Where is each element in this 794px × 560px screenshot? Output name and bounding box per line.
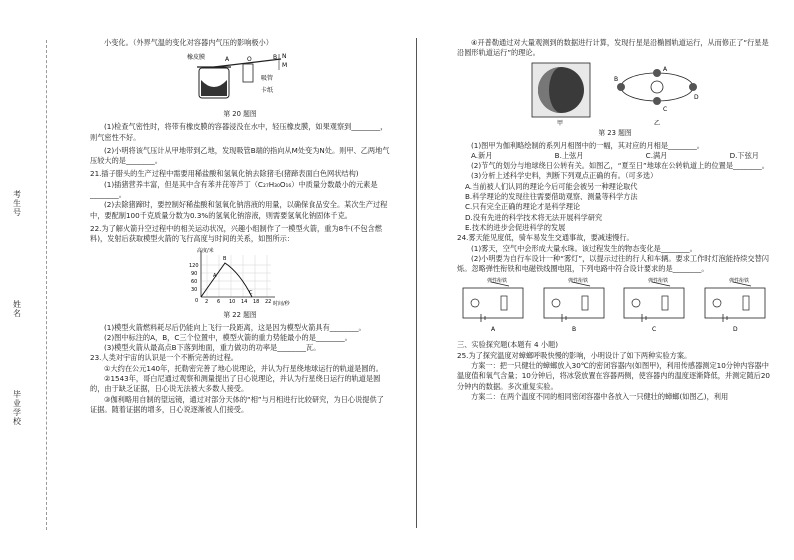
school-label: 毕业学校 xyxy=(13,390,21,426)
q23-history-2: ②1543年，哥白尼通过观察和测量提出了日心说理论，并认为行星绕日运行的轨道是圆的，由于缺乏证据，日心说无法被大多数人接受。 xyxy=(90,374,381,394)
fig23-caption: 第 23 题图 xyxy=(598,128,632,137)
chart-ytick-0: 0 xyxy=(195,297,199,304)
q23-part3-option-a: A.当前被人们认同的理论今后可能会被另一种理论取代 xyxy=(465,181,638,191)
circuit-c xyxy=(618,276,692,332)
circuit-a-label: A xyxy=(491,326,496,333)
chart-point-a: A xyxy=(213,272,217,279)
fig20-label-straw: 吸管 xyxy=(261,75,274,83)
chart-xtick-14: 14 xyxy=(241,298,248,305)
q23-option-b: B.上弦月 xyxy=(554,150,584,160)
q23-part3: (3)分析上述科学史料，判断下列观点正确的有。（可多选） xyxy=(471,171,658,181)
circuit-c-label: C xyxy=(652,326,657,333)
fig20-label-card: 卡纸 xyxy=(261,87,274,95)
binding-dashed-line xyxy=(46,40,47,530)
school-field xyxy=(12,390,22,426)
q23-part3-option-b: B.科学理论的发现往往需要借助观察、测量等科学方法 xyxy=(465,192,638,202)
figure-23 xyxy=(457,61,773,127)
figure-22 xyxy=(90,247,390,309)
chart-xtick-6: 6 xyxy=(217,298,221,305)
q23-history-3: ③伽利略用自制的望远镜，通过对部分天体的“相”与月相进行比较研究，为日心说提供了证据。随着证据的增多，日心说逐渐被人们接受。 xyxy=(90,394,384,414)
height-time-chart xyxy=(185,247,295,309)
name-label: 姓名 xyxy=(13,300,21,318)
circuit-a-armature-label: 弹性衔铁 xyxy=(487,278,508,285)
barometer-diagram xyxy=(185,50,295,108)
q24-stem: 24.雾天能见度低，骑车易发生交通事故，要减速慢行。 xyxy=(457,233,634,243)
chart-xtick-22: 22 xyxy=(265,298,272,305)
q25-stem: 25.为了探究温度对蟑螂呼吸快慢的影响，小明设计了如下两种实验方案。 xyxy=(457,350,692,360)
q23-stem: 23.人类对宇宙的认识是一个不断完善的过程。 xyxy=(90,353,238,363)
orbit-label-d: D xyxy=(694,93,699,101)
chart-point-c: C xyxy=(249,289,253,296)
q24-part2: (2)小明要为自行车设计一种“雾灯”，以提示过往的行人和车辆。要求工作时灯泡能持续交替闪烁。忽略弹性衔铁和电磁铁线圈电阻，下列电路中符合设计要求的是________。 xyxy=(457,253,769,274)
q23-part3-option-e: E.技术的进步会促进科学的发展 xyxy=(465,222,566,232)
fig20-label-a: A xyxy=(225,56,230,64)
exam-number-field xyxy=(12,190,22,217)
chart-ytick-90: 90 xyxy=(191,270,198,277)
q23-part1: (1)图甲为伽利略绘制的系列月相图中的一幅，其对应的月相是________。 xyxy=(471,140,704,150)
left-column xyxy=(90,38,390,415)
q23-part2: (2)节气的划分与地球绕日公转有关。如图乙，“夏至日”地球在公转轨道上的位置是________。 xyxy=(471,161,769,171)
fig22-caption: 第 22 题图 xyxy=(223,310,257,319)
exam-number-label: 考生号 xyxy=(13,190,21,217)
orbit-label-a: A xyxy=(663,65,668,73)
circuit-b-label: B xyxy=(571,326,576,333)
moon-phase-image xyxy=(530,61,592,127)
fig20-label-b: B xyxy=(273,54,278,62)
fig23-label-jia: 甲 xyxy=(557,119,564,127)
chart-point-b: B xyxy=(223,255,227,262)
q23-part3-option-c: C.只有完全正确的理论才是科学理论 xyxy=(465,202,581,212)
fig20-label-n: N xyxy=(282,53,287,61)
q23-option-d: D.下弦月 xyxy=(729,150,759,160)
chart-ylabel: 高度/米 xyxy=(197,247,214,254)
chart-xtick-18: 18 xyxy=(253,298,260,305)
q22-part3: (3)模型火箭从最高点B下落到地面，重力做功的功率是________瓦。 xyxy=(104,343,321,353)
fig20-label-membrane: 橡皮膜 xyxy=(187,54,206,62)
q25-plan2: 方案二：在两个温度不同的相同密闭容器中各放入一只健壮的蟑螂(如图乙)，利用 xyxy=(471,391,729,401)
chart-ytick-60: 60 xyxy=(191,278,198,285)
q22-stem: 22.为了解火箭升空过程中的相关运动状况，兴趣小组制作了一模型火箭，重为8牛(不包含燃料)，发射后获取模型火箭的飞行高度与时间的关系，如图所示： xyxy=(90,223,382,244)
q23-history-4: ④开普勒通过对大量观测到的数据进行计算，发现行星是沿椭圆轨道运行，从而修正了“行星是沿圆形轨道运行”的理论。 xyxy=(457,38,769,58)
chart-xlabel: 时间/秒 xyxy=(273,300,290,307)
q21-stem: 21.插子腊头的生产过程中需要用稀盐酸和氢氧化钠去除猪毛(猪蹄表面白色网状结构) xyxy=(90,169,359,179)
q25-plan1: 方案一：把一只健壮的蟑螂放入30℃的密闭容器内(如图甲)，利用传感器测定10分钟内容器中温度值和氧气含量；10分钟后，将冰袋放置在容器两侧，使容器内的温度逐渐降低，并测定随后20分钟内的数据。多次重复实验。 xyxy=(457,361,770,391)
circuit-options xyxy=(457,276,773,332)
circuit-d xyxy=(699,276,773,332)
orbit-label-b: B xyxy=(614,75,619,83)
fig20-caption: 第 20 题图 xyxy=(223,110,257,119)
fig23-label-yi: 乙 xyxy=(654,119,661,127)
q23-history-1: ①大约在公元140年，托勒密完善了地心说理论，并认为行星绕地球运行的轨道是圆的。 xyxy=(104,363,383,373)
right-column xyxy=(457,38,773,402)
chart-ytick-120: 120 xyxy=(189,262,199,269)
column-divider xyxy=(416,38,417,528)
intro-line: 小变化。（外界气温的变化对容器内气压的影响极小） xyxy=(104,38,273,47)
chart-xtick-2: 2 xyxy=(205,298,209,305)
orbit-label-c: C xyxy=(663,105,668,113)
earth-orbit-diagram xyxy=(614,61,700,127)
q22-part1: (1)模型火箭燃料耗尽后仍能向上飞行一段距离，这是因为模型火箭具有________。 xyxy=(104,322,366,332)
q24-part1: (1)雾天，空气中会形成大量水珠。该过程发生的物态变化是________。 xyxy=(471,243,697,253)
q23-option-a: A.新月 xyxy=(471,150,493,160)
circuit-c-armature-label: 弹性衔铁 xyxy=(648,278,669,285)
circuit-b-armature-label: 弹性衔铁 xyxy=(567,278,588,285)
name-field xyxy=(12,300,22,318)
q23-part1-options xyxy=(457,151,773,161)
q23-part3-option-d: D.没有先进的科学技术将无法开展科学研究 xyxy=(465,212,603,222)
chart-ytick-30: 30 xyxy=(191,286,198,293)
q20-part1: (1)检查气密性时，将带有橡皮膜的容器浸没在水中，轻压橡皮膜，如果观察到________，则气密性不好。 xyxy=(90,122,388,142)
q22-part2: (2)图中标注的A，B，C三个位置中，模型火箭的重力势能最小的是________。 xyxy=(104,332,352,342)
circuit-b xyxy=(538,276,612,332)
q21-part2: (2)去除猪蹄时，要控制好稀盐酸和氢氧化钠溶液的用量，以确保食品安全。某次生产过程中，要配制100千克质量分数为0.3%的氢氧化钠溶液，则需要氢氧化钠固体千克。 xyxy=(90,200,388,220)
circuit-d-armature-label: 弹性衔铁 xyxy=(728,278,749,285)
figure-20 xyxy=(90,50,390,108)
q23-option-c: C.满月 xyxy=(645,150,668,160)
chart-xtick-10: 10 xyxy=(229,298,236,305)
section-3-title: 三、实验探究题(本题有 4 小题) xyxy=(457,340,559,350)
q20-part2: (2)小明将该气压计从甲地带到乙地，发现吸管B端的指向从M处变为N处。则甲、乙两地气压较大的是________。 xyxy=(90,145,390,166)
q21-part1: (1)插猪营养丰富，但是其中含有苯并芘等芦丁（C₂₇H₃₀O₁₆）中质量分数最小的元素是________。 xyxy=(90,179,378,200)
fig20-label-o: O xyxy=(247,56,252,64)
binding-margin xyxy=(0,0,66,560)
circuit-a xyxy=(457,276,531,332)
fig20-label-m: M xyxy=(282,62,288,70)
circuit-d-label: D xyxy=(732,326,738,333)
